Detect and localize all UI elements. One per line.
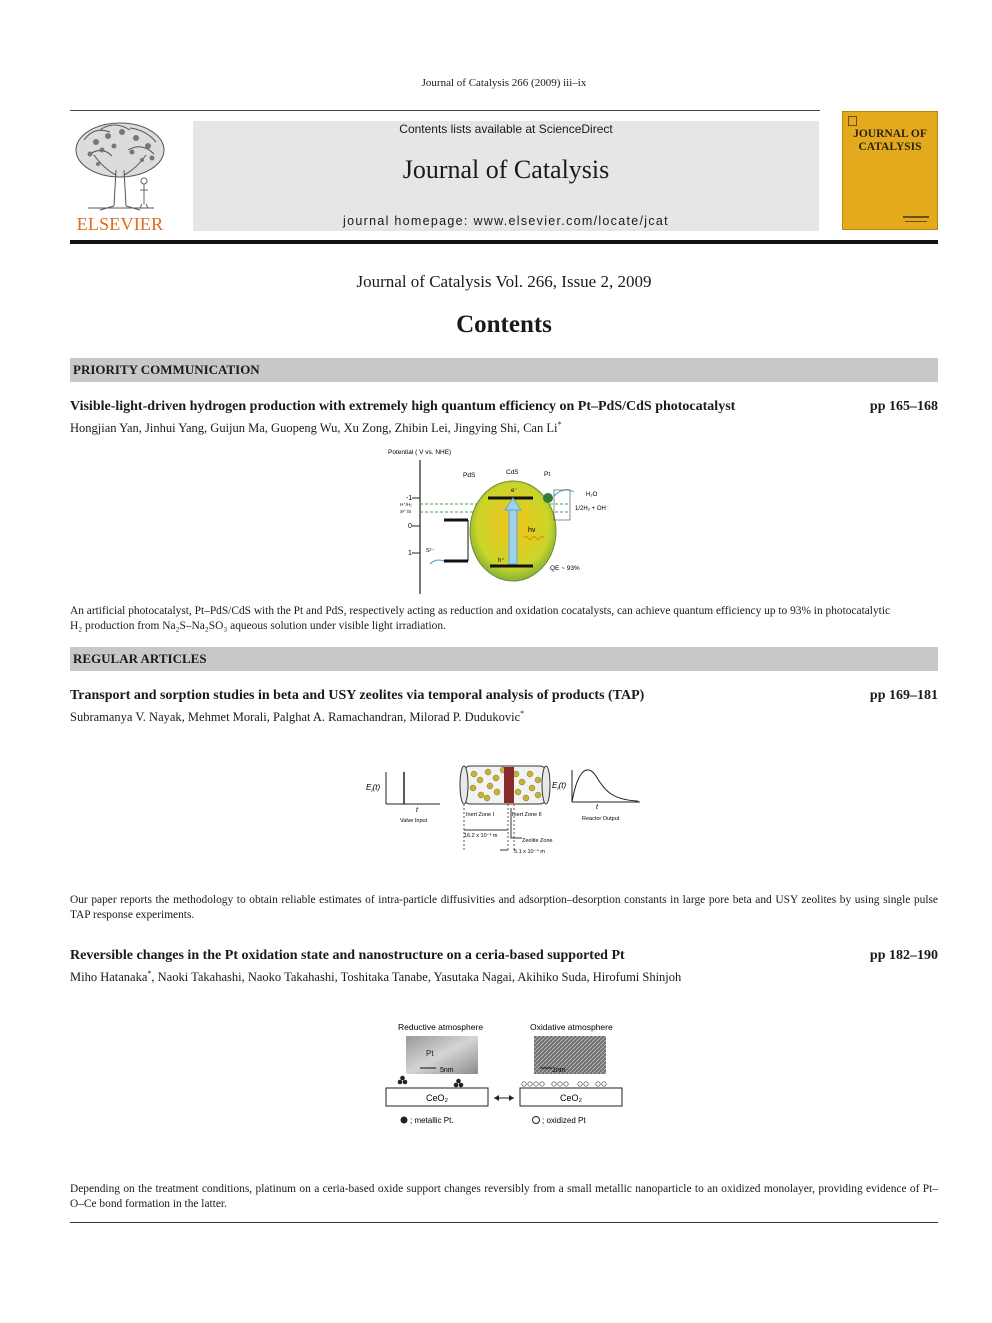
cover-title-line1: JOURNAL OF	[853, 128, 927, 140]
running-head: Journal of Catalysis 266 (2009) iii–ix	[421, 77, 587, 89]
graphical-abstract-tap-reactor	[360, 758, 650, 858]
graphical-abstract-photocatalyst	[368, 446, 630, 596]
figure-label-pds: PdS	[463, 472, 476, 479]
figure-t-label: t	[416, 807, 418, 814]
article-title[interactable]: Visible-light-driven hydrogen production with extremely high quantum efficiency on Pt–PdS/CdS photocatalyst	[70, 399, 736, 414]
abstract-line: H₂ production from Na₂S–Na₂SO₃ aqueous solution under visible light irradiation.	[70, 619, 446, 632]
cover-publisher-icon	[848, 116, 857, 126]
journal-name: Journal of Catalysis	[402, 155, 610, 184]
figure-label-cds: CdS	[506, 469, 519, 476]
figure-label-hole: h⁺	[498, 558, 505, 564]
figure-dimension: 5.1 x 10⁻⁴ m	[514, 849, 545, 855]
article-title[interactable]: Reversible changes in the Pt oxidation state and nanostructure on a ceria-based supported Pt	[70, 948, 625, 963]
figure-legend-oxidized: ; oxidized Pt	[542, 1116, 586, 1125]
corresponding-author-mark[interactable]: *	[557, 420, 562, 429]
article-authors	[70, 969, 938, 985]
figure-legend-metallic: ; metallic Pt.	[410, 1116, 454, 1125]
figure-pt-label: Pt	[426, 1049, 434, 1058]
figure-reactor-output: Reactor Output	[582, 816, 620, 822]
footer-rule	[70, 1222, 938, 1223]
figure-t-label: t	[596, 804, 598, 811]
cover-stripe	[905, 221, 927, 222]
cover-title-line2: CATALYSIS	[858, 141, 922, 153]
contents-heading: Contents	[456, 311, 552, 338]
figure-inert-zone-1: Inert Zone I	[466, 812, 495, 818]
author-list: Hongjian Yan, Jinhui Yang, Guijun Ma, Guopeng Wu, Xu Zong, Zhibin Lei, Jingying Shi, Can Li	[70, 421, 558, 436]
contents-available-text: Contents lists available at ScienceDirect	[399, 122, 613, 136]
journal-banner	[193, 121, 819, 231]
corresponding-author-mark[interactable]: *	[520, 709, 525, 718]
figure-label-hydrogen: 1/2H₂ + OH⁻	[575, 506, 610, 512]
article-pages[interactable]: pp 182–190	[869, 948, 938, 963]
figure-ei-label: $E_i(t)$	[366, 783, 381, 794]
header-thick-rule	[70, 240, 938, 244]
figure-ei-label: $E_i(t)$	[552, 781, 567, 792]
figure-oxidative-label: Oxidative atmosphere	[530, 1022, 613, 1032]
corresponding-author-mark[interactable]: *	[147, 969, 152, 978]
header-rule	[70, 110, 820, 111]
figure-label-electron: e⁻	[511, 488, 518, 494]
figure-zeolite-zone: Zeolite Zone	[522, 838, 553, 844]
figure-scale-bar-label: 5nm	[440, 1067, 454, 1074]
figure-dimension: 16.2 x 10⁻³ m	[464, 833, 498, 839]
figure-inert-zone-2: Inert Zone II	[512, 812, 542, 818]
figure-support-label: CeO₂	[426, 1093, 448, 1103]
graphical-abstract-ceria-pt	[380, 1018, 630, 1130]
figure-valve-input: Valve Input	[400, 818, 428, 824]
figure-label-pt: Pt	[544, 471, 551, 478]
issue-line: Journal of Catalysis Vol. 266, Issue 2, 2009	[356, 272, 652, 291]
section-title: PRIORITY COMMUNICATION	[73, 362, 260, 377]
figure-tick: 1	[408, 550, 412, 557]
article-pages[interactable]: pp 169–181	[869, 688, 938, 703]
article-authors	[70, 420, 938, 436]
figure-label-qe: QE ~ 93%	[550, 565, 580, 572]
figure-label-water: H₂O	[586, 492, 598, 498]
article-abstract	[70, 604, 938, 633]
journal-homepage-link[interactable]: journal homepage: www.elsevier.com/locate/jcat	[343, 214, 669, 228]
article-authors	[70, 709, 938, 725]
article-abstract: Depending on the treatment conditions, platinum on a ceria-based oxide support changes reversibly from a small metallic nanoparticle to an oxidized monolayer, providing evidence of Pt–O–Ce bond formation in the latter.	[70, 1183, 938, 1210]
elsevier-tree-icon	[70, 120, 170, 212]
figure-label-h-h2: H⁺/H₂	[400, 502, 412, 507]
author-list: , Naoki Takahashi, Naoko Takahashi, Toshitaka Tanabe, Yasutaka Nagai, Akihiko Suda, Hirofumi Shinjoh	[151, 970, 682, 985]
figure-support-label: CeO₂	[560, 1093, 582, 1103]
section-header-priority	[70, 358, 938, 382]
article-title[interactable]: Transport and sorption studies in beta and USY zeolites via temporal analysis of products (TAP)	[70, 688, 645, 703]
abstract-line: An artificial photocatalyst, Pt–PdS/CdS with the Pt and PdS, respectively acting as reduction and oxidation cocatalysts, can achieve quantum efficiency up to 93% in photocatalytic	[70, 605, 891, 617]
journal-cover	[842, 111, 938, 230]
figure-scale-bar-label: 1nm	[552, 1067, 566, 1074]
section-title: REGULAR ARTICLES	[73, 651, 207, 666]
publisher-logo	[70, 120, 170, 232]
cover-title	[843, 128, 937, 154]
author-list: Miho Hatanaka	[70, 970, 148, 985]
cover-stripe	[903, 216, 929, 218]
article-abstract: Our paper reports the methodology to obtain reliable estimates of intra-particle diffusivities and adsorption–desorption constants in large pore beta and USY zeolites by using single pulse TAP response experiments.	[70, 894, 938, 921]
figure-label-sulfide: S²⁻	[426, 548, 435, 554]
article-pages[interactable]: pp 165–168	[869, 399, 938, 414]
figure-axis-label: Potential ( V vs. NHE)	[388, 449, 452, 456]
figure-label-hv: hν	[528, 527, 536, 534]
figure-tick: -1	[406, 495, 413, 502]
section-header-regular	[70, 647, 938, 671]
author-list: Subramanya V. Nayak, Mehmet Morali, Palghat A. Ramachandran, Milorad P. Dudukovic	[70, 710, 521, 725]
elsevier-wordmark: ELSEVIER	[76, 214, 164, 234]
figure-reductive-label: Reductive atmosphere	[398, 1022, 484, 1032]
figure-label-s-couple: S²⁻/S	[400, 509, 412, 514]
figure-tick: 0	[408, 523, 412, 530]
